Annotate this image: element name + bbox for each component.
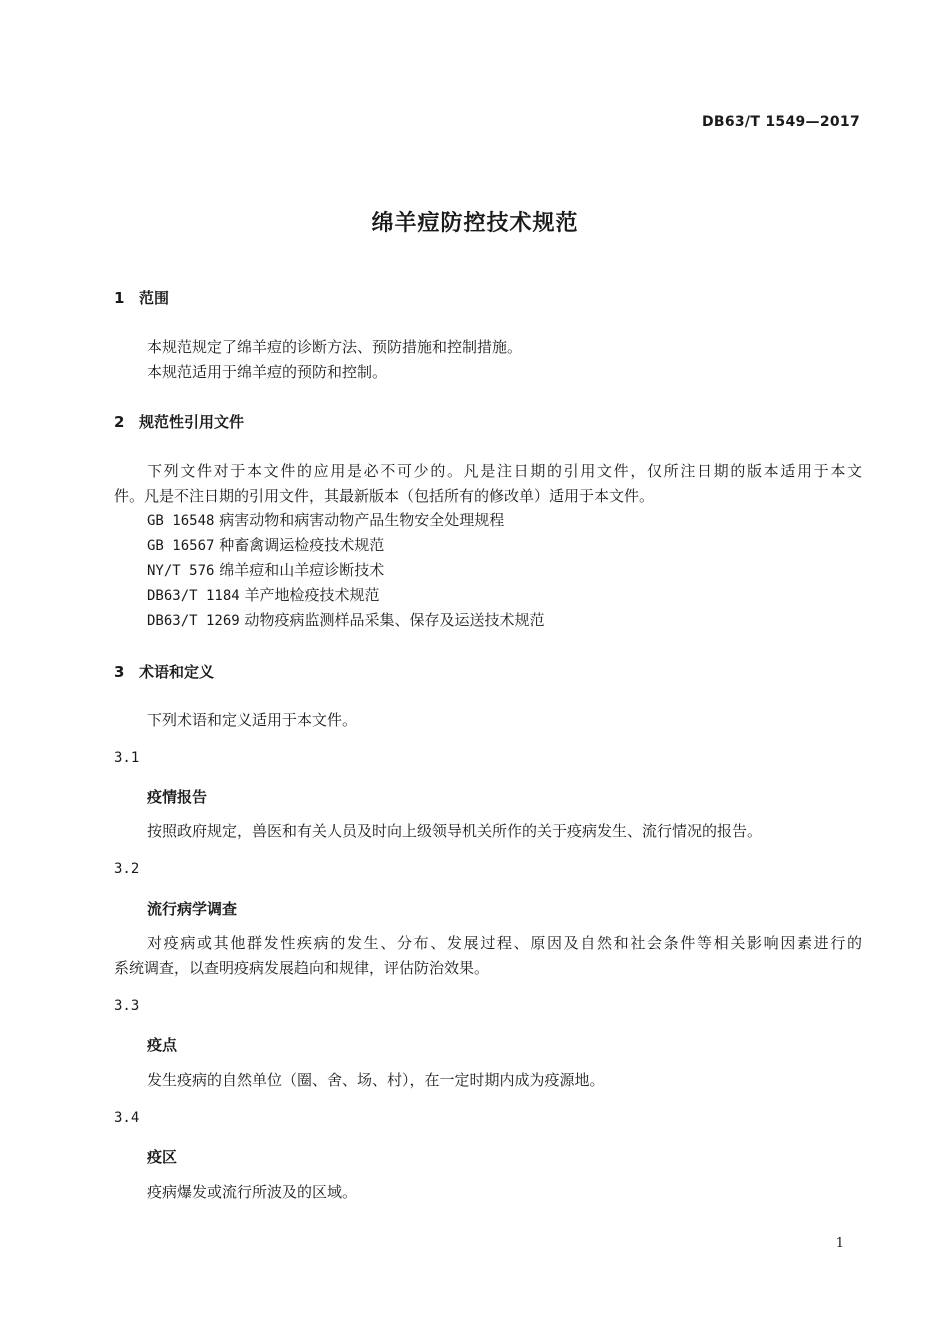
section-number: 1 xyxy=(114,289,125,307)
scope-paragraph-1: 本规范规定了绵羊痘的诊断方法、预防措施和控制措施。 xyxy=(147,338,523,356)
section-heading-scope xyxy=(114,287,169,308)
term-number: 3.3 xyxy=(114,998,140,1014)
term-name: 疫情报告 xyxy=(147,788,208,806)
page-number: 1 xyxy=(835,1236,844,1251)
scope-paragraph-2: 本规范适用于绵羊痘的预防和控制。 xyxy=(147,363,388,381)
term-name: 流行病学调查 xyxy=(147,900,238,918)
section-heading-normative-references xyxy=(114,411,244,432)
reference-code: GB 16548 xyxy=(147,513,215,529)
term-number: 3.2 xyxy=(114,861,140,877)
term-definition-line-1: 对疫病或其他群发性疾病的发生、分布、发展过程、原因及自然和社会条件等相关影响因素进行的 xyxy=(147,934,862,952)
reference-code: DB63/T 1184 xyxy=(147,588,240,604)
section-title: 规范性引用文件 xyxy=(139,413,245,431)
reference-name: 绵羊痘和山羊痘诊断技术 xyxy=(219,561,385,579)
section-number: 2 xyxy=(114,413,125,431)
reference-item xyxy=(147,584,380,605)
reference-item xyxy=(147,509,504,530)
section-number: 3 xyxy=(114,663,125,681)
reference-item xyxy=(147,609,545,630)
reference-code: GB 16567 xyxy=(147,538,215,554)
reference-item xyxy=(147,534,384,555)
reference-code: NY/T 576 xyxy=(147,563,215,579)
section-heading-terms-definitions xyxy=(114,661,214,682)
term-definition: 按照政府规定，兽医和有关人员及时向上级领导机关所作的关于疫病发生、流行情况的报告。 xyxy=(147,822,763,840)
reference-name: 动物疫病监测样品采集、保存及运送技术规范 xyxy=(244,611,545,629)
document-number: DB63/T 1549—2017 xyxy=(701,114,860,130)
terms-intro: 下列术语和定义适用于本文件。 xyxy=(147,711,358,729)
term-name: 疫点 xyxy=(147,1036,178,1054)
reference-name: 羊产地检疫技术规范 xyxy=(244,586,380,604)
term-number: 3.4 xyxy=(114,1110,140,1126)
term-definition: 发生疫病的自然单位（圈、舍、场、村），在一定时期内成为疫源地。 xyxy=(147,1071,605,1089)
references-intro-line-1: 下列文件对于本文件的应用是必不可少的。凡是注日期的引用文件，仅所注日期的版本适用于本文 xyxy=(147,462,862,480)
term-name: 疫区 xyxy=(147,1148,178,1166)
reference-code: DB63/T 1269 xyxy=(147,613,240,629)
section-title: 范围 xyxy=(139,289,170,307)
reference-name: 病害动物和病害动物产品生物安全处理规程 xyxy=(219,511,505,529)
document-title: 绵羊痘防控技术规范 xyxy=(371,211,579,236)
reference-item xyxy=(147,559,384,580)
term-definition-line-2: 系统调查，以查明疫病发展趋向和规律，评估防治效果。 xyxy=(114,959,490,977)
term-number: 3.1 xyxy=(114,750,140,766)
reference-name: 种畜禽调运检疫技术规范 xyxy=(219,536,385,554)
section-title: 术语和定义 xyxy=(139,663,215,681)
references-intro-line-2: 件。凡是不注日期的引用文件，其最新版本（包括所有的修改单）适用于本文件。 xyxy=(114,487,655,505)
term-definition: 疫病爆发或流行所波及的区域。 xyxy=(147,1183,358,1201)
